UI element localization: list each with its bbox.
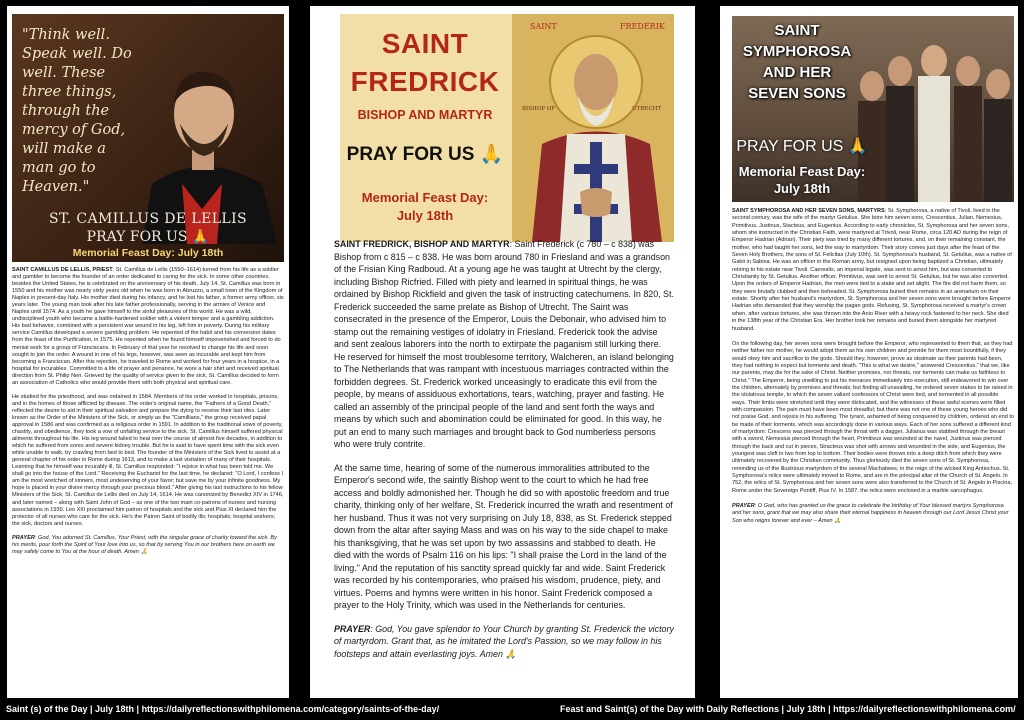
praying-hands-icon: 🙏 — [834, 517, 842, 524]
saint-camillus-panel — [7, 6, 289, 698]
saint-fredrick-panel — [310, 6, 695, 698]
fredrick-poster-feast: Memorial Feast Day: — [361, 190, 489, 205]
fredrick-text — [334, 238, 674, 667]
symphorosa-prayer: PRAYER: O God, who has granted us the grace to celebrate the birthday of Your blessed martyrs Symphorosa and her sons, grant that we may also share their eternal happiness in heaven through our Lord Jesus Christ your Son who reigns forever and ever – Amen 🙏 — [732, 503, 1009, 524]
symphorosa-poster-line3: AND HER — [762, 64, 832, 81]
fredrick-poster-line2: FREDRICK — [350, 66, 500, 97]
footer-left-link[interactable]: Saint (s) of the Day | July 18th | https://dailyreflectionswithphilomena.com/category/saints-of-the-day/ — [6, 704, 440, 714]
symphorosa-poster-date: July 18th — [773, 181, 831, 196]
camillus-quote: "Think well. Speak well. Do well. These three things, through the mercy of God, will make a man go to Heaven." — [22, 27, 132, 195]
icon-label-right: FREDERIK — [620, 22, 665, 31]
icon-sub-left: BISHOP OF — [522, 106, 556, 112]
icon-sub-right: UTRECHT — [632, 106, 662, 112]
fredrick-para-2: At the same time, hearing of some of the numerous immoralities attributed to the Emperor's second wife, the saintly Bishop went to the court to which he had free access and boldly admonished her. Though he did so with apostolic freedom and true charity, thinking only of her welfare, St. Frederick incurred the wrath and resentment of her husband. Thus it was not very surprising on July 18, 838, as St. Frederick stepped down from the altar after saying Mass and was on his way to the side chapel to make his thanksgiving, that he was set upon by two assassins and stabbed to death. He died with the words of Psalm 116 on his lips: "I shall praise the Lord in the land of the living." And the reputation of his sanctity spread quickly far and wide. Saint Frederick was recorded by his contemporaries, who praised his wisdom, prudence, piety, and virtues. Poems and hymns were written in his honor. Saint Frederick composed a prayer to the Holy Trinity, which was used in the Netherlands for centuries. — [334, 462, 673, 610]
fredrick-poster — [340, 14, 674, 242]
symphorosa-poster-line2: SYMPHOROSA — [742, 43, 852, 60]
praying-hands-icon: 🙏 — [479, 144, 504, 165]
camillus-poster — [12, 14, 284, 262]
camillus-prayer: PRAYER: God, You adorned St. Camillus, Your Priest, with the singular grace of charity toward the sick. By his merits, pour forth the Spirit of Your love into us, so that by serving You in our brothers here on earth we may safely come to You at the hour of death. Amen 🙏 — [12, 534, 277, 555]
symphorosa-poster — [732, 16, 1014, 202]
footer-right-link[interactable]: Feast and Saint(s) of the Day with Daily Reflections | July 18th | https://dailyreflectionswithphilomena.com/ — [560, 704, 1016, 714]
camillus-para-2: He studied for the priesthood, and was ordained in 1584. Members of his order worked in hospitals, prisons, and in the homes of those afflicted by disease. The order's original name, the "Fathers of a Good Death," reflected the desire to aid in their spiritual salvation and prepare the dying to receive their last rites. Later known as the Order of the Ministers of the Sick, or simply as the "Camillians," the group received papal approval in 1586 and was confirmed as a religious order in 1591. In addition to the traditional vows of poverty, chastity, and obedience, they took a vow of unfailing service to the sick. St. Camillus himself suffered physical ailments throughout his life. His leg wound failed to heal over the course of almost five decades, in addition to which he suffered from sores and severe kidney trouble. But he is said to have spent time with the sick even while unable to walk, by crawling from bed to bed. The founder of the Ministers of the Sick lived to assist at a general chapter of his order in Rome during 1613, and to make a last visitation of many of their hospitals. Learning that he himself was incurably ill, St. Camillus responded: "I rejoice in what has been told me. We shall go into the house of the Lord." Receiving the Eucharist for the last time, he declared: "O Lord, I confess I am the most wretched of sinners, most undeserving of your favor; but save me by your infinite goodness. My hope is placed in your divine mercy through your precious blood." After giving his last instructions to his fellow Ministers of the Sick, St. Camillus de Lellis died on July 14, 1614. He was canonized by Benedict XIV in 1746, and later named – along with Saint John of God – as one of the two main co-patrons of nurses and nursing associations in 1930. Leo XIII proclaimed him patron of hospitals and the sick and Pius XI declared him the protector of all nurses who care for the sick. He's the Patron Saint of bodily ills; hospitals; hospital workers; the sick, doctors and nurses. — [12, 393, 284, 527]
fredrick-poster-line3: BISHOP AND MARTYR — [357, 108, 493, 122]
symphorosa-para-1: SAINT SYMPHOROSA AND HER SEVEN SONS, MARTYRS: St. Symphorosa, a native of Tivoli, lived in the second century, was the wife of the martyr Getulius. She bore him seven sons, Crescentius, Julian, Nemesius, Primitivus, Justinus, Stacteus, and Eugenius. According to early chronicles, St. Symphorosa and her seven sons, whom she instructed in the Christian Faith, were martyred at Trivoli, near Rome, circa 120 AD during the reign of Emperor Hadrian (Adrian). Their piety was tried by many different tortures, and, on their remaining constant, the mother, who had taught her sons, led the way to martyrdom. Their story comes just days after the feast of the Seven Holy Brothers, the sons of St. Felicitas (July 10th). St. Symphorosa's husband, St. Getulius, was a native of Gabii in Sabina. He was an officer in the Roman army, but resigned upon being baptized a Christian, ultimately retiring to his estate near Tivoli. Caerealis, an imperial legate, was sent to arrest him, but was converted to Christianity by St. Getulius. Another officer, Primitivus, was sent to arrest St. Getulius, but he was also converted. Upon the orders of Emperor Hadrian, the men were tied to a stake and set alight. The fire did not harm them, so they were brutally clubbed and then beheaded. St. Symphorosa buried their remains in an arenarium on their estate. Shortly after her husband's martyrdom, St. Symphorosa and her seven sons were brought before Emperor Hadrian who demanded that they worship the pagan gods. Refusing, St. Symphorosa received a martyr's crown when, after various tortures, she was thrown into the Anio River with a heavy rock fastened to her neck. She died in the 138th year of the Christian Era. Her brother took her remains and buried them alongside her martyred husband. — [732, 208, 1012, 332]
fredrick-para-1: SAINT FREDRICK, BISHOP AND MARTYR: Saint Frederick (c 780 – c 838) was Bishop from c 815 – c 838. He was born around 780 in Friesland and was a grandson of the Frisian King Radboud. At a young age he was taught at Utrecht by the clergy, including Bishop Ricfried. Filled with piety and learned in spiritual things, he was ordained by Bishop Rickfield and given the task of instructing catechumens. In 820, St. Frederick succeeded the same prelate as Bishop of Utrecht. The Saint was consecrated in the presence of the Emperor, Louis the Debonair, who advised him to stamp out the remaining vestiges of idolatry in Friesland. Frederick took the advise and sent zealous laborers into the north to extirpate the paganism still lurking there. He reserved for himself the most troublesome territory, Walcheren, an island belonging to The Netherlands that was rampant with incestuous marriages contracted within the forbidden degrees. St. Frederick worked unceasingly to eradicate this evil from the people, by means of assiduous exhortations, tears, watching, prayer and fasting. He called an assembly of the principal people of the land and sent forth the ways and means by which such and abomination could be eliminated for good. In this way, he put an end to many such marriages and brought back to God numberless persons who were truly contrite. — [334, 239, 674, 449]
symphorosa-group-painting — [852, 16, 1014, 202]
camillus-name-caption: ST. CAMILLUS DE LELLIS — [48, 211, 248, 227]
saint-symphorosa-panel — [720, 6, 1018, 698]
fredrick-poster-pray: PRAY FOR US 🙏 — [346, 144, 504, 165]
fredrick-poster-date: July 18th — [396, 208, 454, 223]
icon-label-left: SAINT — [530, 22, 557, 31]
fredrick-icon-painting — [512, 14, 674, 242]
camillus-para-1: SAINT CAMILLUS DE LELLIS, PRIEST: St. Camillus de Lellis (1550–1614) turned from his life as a soldier and gambler to become the founder of an order dedicated to caring for the sick. In some other countries, besides the United States, he is celebrated on the anniversary of his death, July 14. St. Camillus was born in 1550 and his mother was nearly sixty years old when he was born in Abruzzo, a small town of the Kingdom of Naples in present-day Italy. His mother died during his infancy, and he lost his father, a former army officer, six years later. The young man took after his late father professionally, serving in the armies of Venice and Naples until 1574. As a youth he gave himself to the sinful pleasures of this world. He was a wild, undisciplined youth who became a battle-hardened soldier with a violent temper and a gambling addiction. His bad behavior, combined with a persistent war wound in his leg, left him in poverty. During his military service Camillus developed a severe gambling problem. He repented of the habit and his conversion dates from the feast of the Purification, in 1575. He repented when he found himself impoverished and forced to do menial work for a group of Franciscans. In February of that year he resolved to change his life and soon sought to join the order. A wound in one of his legs, however, was seen as incurable and kept him from becoming a Franciscan. After this rejection, he traveled to Rome and worked for four years in a hospice, in a hospital for incurables. Committed to a life of prayer and penance, he wore a hair shirt and received spiritual direction from St. Philip Neri. Grieved by the quality of service given to the sick, St. Camillus decided to form an association of Catholics who would provide them with both physical and spiritual care. — [12, 267, 284, 386]
symphorosa-poster-feast: Memorial Feast Day: — [738, 164, 866, 179]
fredrick-poster-line1: SAINT — [381, 28, 469, 59]
symphorosa-poster-line4: SEVEN SONS — [748, 85, 846, 102]
fredrick-prayer: PRAYER: God, You gave splendor to Your Church by granting St. Frederick the victory of martyrdom. Grant that, as he imitated the Lord's Passion, so we may follow in his footsteps and attain everlasting joys. Amen 🙏 — [334, 623, 674, 659]
symphorosa-para-2: On the following day, her seven sons were brought before the Emperor, who represented to them that, as they had neither father nor mother, he would adopt them as his own children and provide for them most bountifully, if they would obey him and sacrifice to the gods. Should they, however, prove as obstinate as their parents had been, they had nothing to expect but torments and death. "This is what we desire," answered Crescentius," that we, like our parents, may die for the sake of Christ. Neither promises, nor threats, nor torments can make us faithless to Christ." The Emperor, being unwilling to put his menaces immediately into execution, still endeavored to win over the children, alternately by promises and threats; but finding all unavailing, he ordered seven stakes to be raised in the idolatrous temple, to which the seven valiant confessors of Christ were tied, and tormented in all possible ways. Their limbs were stretched until they were dislocated, and the witnesses of these awful scenes were filled with compassion. The pain must have been most dreadful; but there was not one of these young heroes who did not praise God, and rejoice in his suffering. The tyrant, ashamed of being conquered by children, ordered an end to be made of their torments, which was accordingly done in various ways. Each of her sons suffered a different kind of martyrdom: Crescens was pierced through the throat with a dagger, Julianus was stabbed through the breast with a sword, Nemesius pierced through the heart, Primitivus was wounded at the navel, Justinus was pierced through the back and cut in pieces, Stracteus was shot with arrows and wounded in the side, and Eugenius, the youngest was cleft in two from top to bottom. Their bodies were thrown into a deep ditch from which they were ultimately recovered by the Christian community. Thus gloriously died the seven sons of St. Symphorosa, reminding us of the illustrious martyrdom of the several Machabees, in the reign of the wicked King Antiochus. St. Symphorosa's relics were ultimately moved to Rome, and are in the principal altar of the Church of St. Angelo. In 752, the relics of St. Symphorosa and her seven sons were also transferred to the Church of St. Angelo in Piscina, Rome under the Sovereign Pontiff, Pius IV. In 1587, the relics were enclosed in a marble sarcophagus. — [732, 340, 1014, 494]
camillus-text — [12, 267, 284, 563]
praying-hands-icon: 🙏 — [505, 648, 517, 659]
praying-hands-icon: 🙏 — [191, 229, 210, 245]
camillus-feast-caption: Memorial Feast Day: July 18th — [72, 247, 224, 259]
symphorosa-text — [732, 208, 1014, 532]
symphorosa-poster-pray: PRAY FOR US 🙏 — [736, 138, 868, 155]
praying-hands-icon: 🙏 — [847, 138, 868, 155]
symphorosa-poster-line1: SAINT — [774, 22, 820, 39]
praying-hands-icon: 🙏 — [140, 548, 148, 555]
camillus-pray-caption: PRAY FOR US 🙏 — [86, 229, 210, 245]
